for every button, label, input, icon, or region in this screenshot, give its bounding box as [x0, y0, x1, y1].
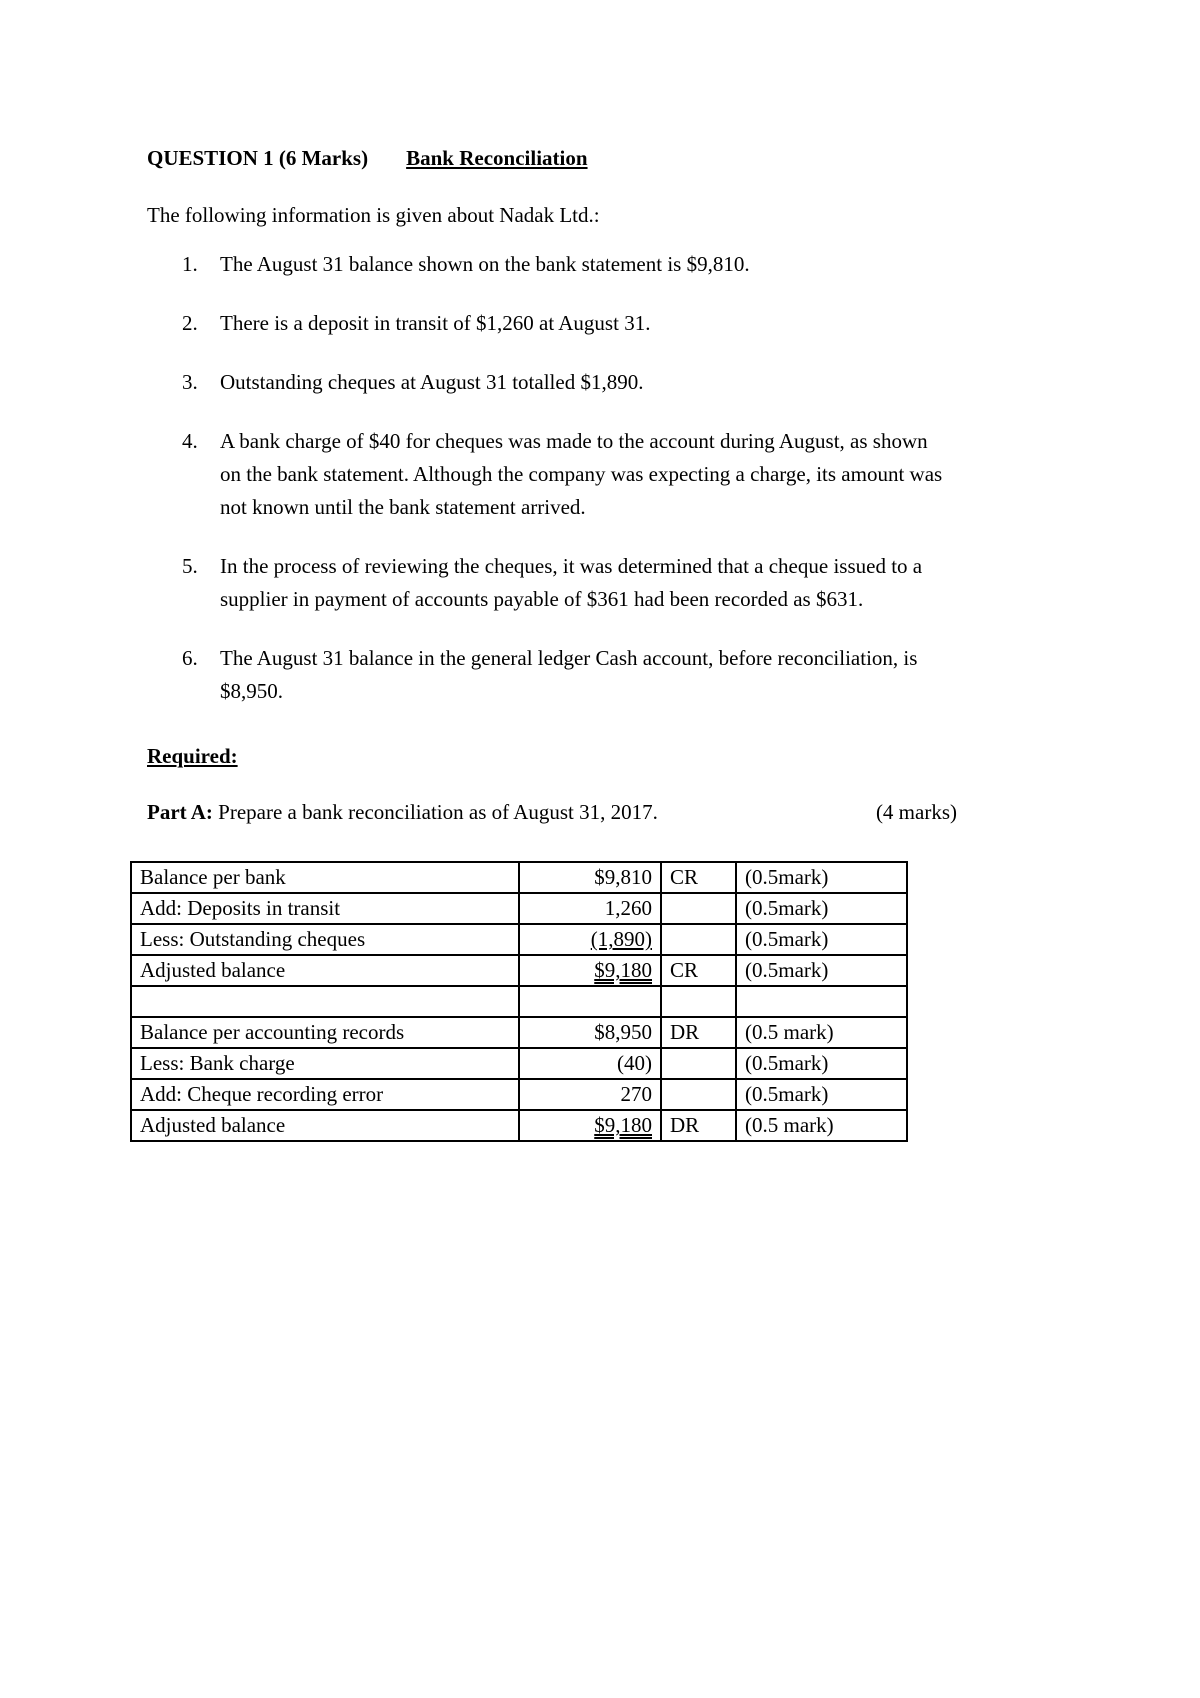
row-amount [519, 1017, 661, 1048]
list-item [168, 550, 1068, 616]
part-a-label: Part A: [147, 800, 213, 824]
row-description: Balance per accounting records [131, 1017, 519, 1048]
list-number: 6. [182, 646, 198, 670]
amount-value: 1,260 [604, 896, 652, 920]
list-number: 3. [182, 370, 198, 394]
list-item-line: The August 31 balance in the general ledger Cash account, before reconciliation, is [220, 646, 918, 670]
amount-value: $9,180 [594, 958, 652, 982]
row-mark: (0.5mark) [736, 955, 907, 986]
table-row [131, 1017, 907, 1048]
row-description: Less: Outstanding cheques [131, 924, 519, 955]
list-item [168, 248, 1068, 281]
row-description: Add: Cheque recording error [131, 1079, 519, 1110]
table-row [131, 1110, 907, 1141]
row-description: Less: Bank charge [131, 1048, 519, 1079]
row-amount [519, 1048, 661, 1079]
row-amount [519, 1079, 661, 1110]
row-side [661, 924, 736, 955]
row-amount [519, 924, 661, 955]
table-row [131, 1048, 907, 1079]
list-item-text: There is a deposit in transit of $1,260 at August 31. [220, 311, 651, 335]
row-side [661, 1079, 736, 1110]
row-mark: (0.5mark) [736, 924, 907, 955]
row-side [661, 986, 736, 1017]
question-heading [147, 146, 588, 171]
list-item [168, 425, 1068, 524]
row-side [661, 1048, 736, 1079]
list-item [168, 642, 1068, 708]
list-item-line: on the bank statement. Although the company was expecting a charge, its amount was [220, 462, 943, 486]
row-side: CR [661, 955, 736, 986]
amount-value: (1,890) [590, 927, 652, 951]
table-row [131, 924, 907, 955]
row-mark: (0.5mark) [736, 1079, 907, 1110]
amount-value: $9,180 [594, 1113, 652, 1137]
list-number: 5. [182, 554, 198, 578]
list-number: 4. [182, 429, 198, 453]
table-row-spacer [131, 986, 907, 1017]
row-side: DR [661, 1110, 736, 1141]
row-side: DR [661, 1017, 736, 1048]
intro-text: The following information is given about Nadak Ltd.: [147, 203, 600, 227]
amount-value: $9,810 [594, 865, 652, 889]
row-amount [519, 955, 661, 986]
row-description [131, 986, 519, 1017]
row-mark: (0.5 mark) [736, 1110, 907, 1141]
reconciliation-table [130, 861, 908, 1142]
row-amount [519, 1110, 661, 1141]
list-item [168, 307, 1068, 340]
row-description: Adjusted balance [131, 955, 519, 986]
list-number: 1. [182, 252, 198, 276]
list-number: 2. [182, 311, 198, 335]
table-row [131, 893, 907, 924]
list-item-text: The August 31 balance shown on the bank statement is $9,810. [220, 252, 750, 276]
table-row [131, 1079, 907, 1110]
list-item-line: In the process of reviewing the cheques, it was determined that a cheque issued to a [220, 554, 923, 578]
list-item-line: supplier in payment of accounts payable of $361 had been recorded as $631. [220, 587, 864, 611]
row-amount [519, 986, 661, 1017]
row-mark: (0.5mark) [736, 893, 907, 924]
row-mark: (0.5mark) [736, 862, 907, 893]
row-amount [519, 893, 661, 924]
part-a-marks: (4 marks) [875, 800, 957, 824]
information-list [168, 248, 1068, 734]
amount-value: $8,950 [594, 1020, 652, 1044]
question-label: QUESTION 1 (6 Marks) [147, 146, 369, 170]
amount-value: 270 [620, 1082, 652, 1106]
part-a-instruction [147, 800, 957, 825]
row-mark: (0.5mark) [736, 1048, 907, 1079]
row-description: Adjusted balance [131, 1110, 519, 1141]
list-item-line: not known until the bank statement arrived. [220, 495, 586, 519]
row-amount [519, 862, 661, 893]
list-item-text: Outstanding cheques at August 31 totalled $1,890. [220, 370, 644, 394]
required-heading: Required: [147, 744, 238, 768]
list-item-line: A bank charge of $40 for cheques was made to the account during August, as shown [220, 429, 928, 453]
row-description: Balance per bank [131, 862, 519, 893]
row-description: Add: Deposits in transit [131, 893, 519, 924]
table-row [131, 955, 907, 986]
amount-value: (40) [617, 1051, 652, 1075]
row-side: CR [661, 862, 736, 893]
question-topic: Bank Reconciliation [406, 146, 588, 170]
row-side [661, 893, 736, 924]
list-item-line: $8,950. [220, 679, 283, 703]
row-mark [736, 986, 907, 1017]
row-mark: (0.5 mark) [736, 1017, 907, 1048]
part-a-text: Prepare a bank reconciliation as of August 31, 2017. [218, 800, 658, 824]
table-row [131, 862, 907, 893]
list-item [168, 366, 1068, 399]
